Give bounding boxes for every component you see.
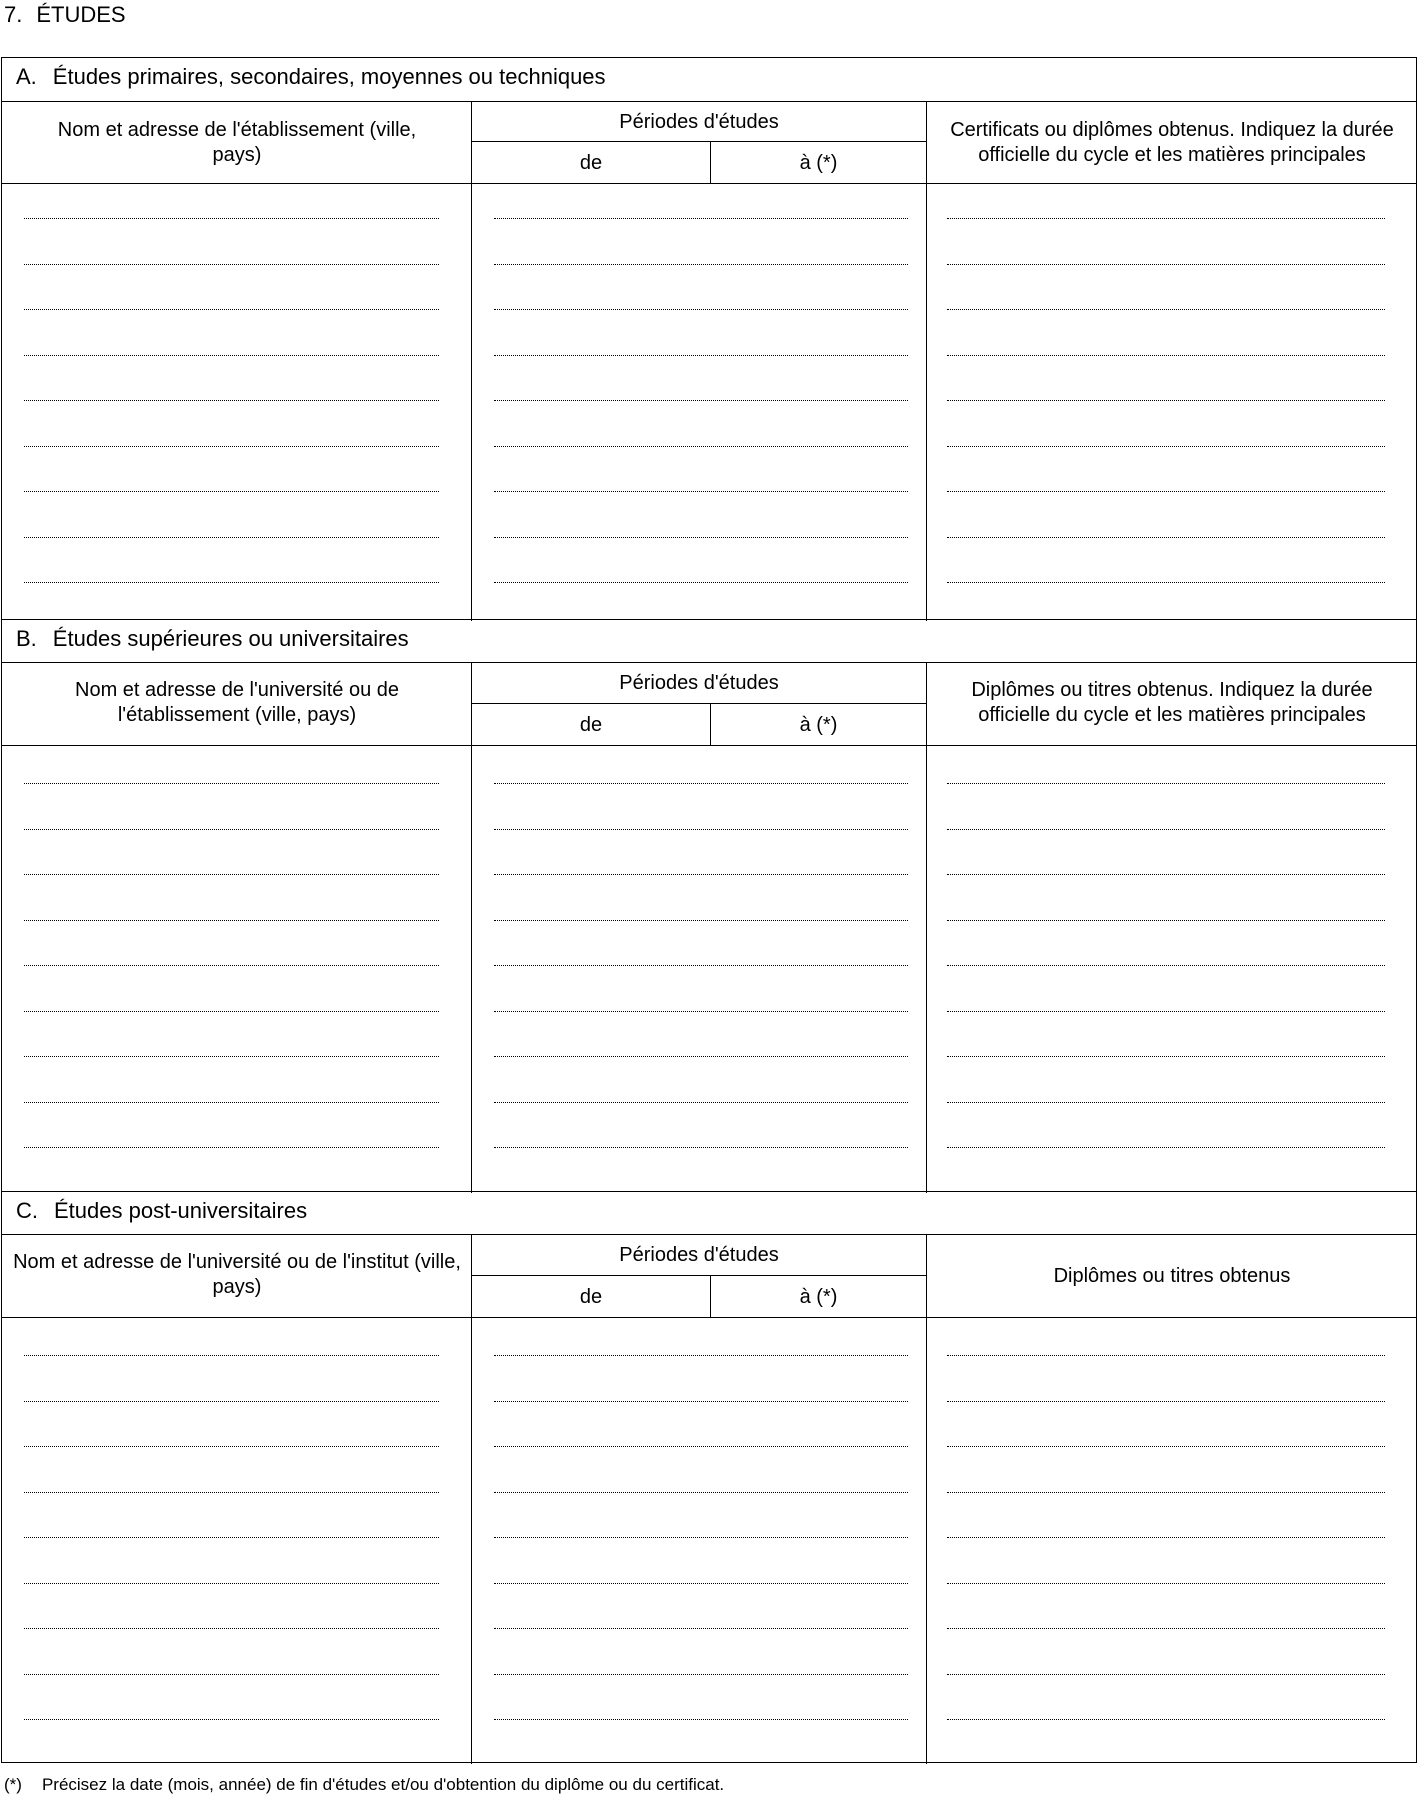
col-name-header: Nom et adresse de l'université ou de l'établissement (ville, pays) [75, 679, 399, 726]
fill-in-line[interactable] [494, 1628, 908, 1629]
fill-in-line[interactable] [947, 491, 1385, 492]
fill-in-line[interactable] [494, 1583, 908, 1584]
fill-in-line[interactable] [947, 920, 1385, 921]
fill-in-line[interactable] [494, 264, 908, 265]
fill-in-line[interactable] [494, 1102, 908, 1103]
fill-in-line[interactable] [494, 446, 908, 447]
fill-in-line[interactable] [494, 1147, 908, 1148]
fill-in-line[interactable] [24, 264, 439, 265]
section-b [1, 619, 1417, 1192]
fill-in-line[interactable] [24, 1355, 439, 1356]
fill-in-line[interactable] [494, 309, 908, 310]
fill-in-line[interactable] [947, 537, 1385, 538]
fill-in-line[interactable] [24, 491, 439, 492]
fill-in-line[interactable] [494, 582, 908, 583]
fill-in-line[interactable] [947, 446, 1385, 447]
col-periods-header: Périodes d'études [619, 672, 779, 694]
fill-in-line[interactable] [24, 965, 439, 966]
fill-in-line[interactable] [24, 355, 439, 356]
fill-in-line[interactable] [24, 1056, 439, 1057]
section-b-letter: B. [16, 626, 37, 651]
fill-in-line[interactable] [947, 783, 1385, 784]
page-heading [4, 2, 126, 28]
fill-in-line[interactable] [947, 1401, 1385, 1402]
fill-in-line[interactable] [947, 1583, 1385, 1584]
fill-in-line[interactable] [24, 537, 439, 538]
fill-in-line[interactable] [494, 1446, 908, 1447]
col-from-header: de [579, 713, 603, 736]
fill-in-line[interactable] [494, 783, 908, 784]
fill-in-line[interactable] [947, 582, 1385, 583]
fill-in-line[interactable] [24, 874, 439, 875]
fill-in-line[interactable] [24, 1446, 439, 1447]
section-a-title-text: Études primaires, secondaires, moyennes ou techniques [52, 64, 606, 89]
fill-in-line[interactable] [947, 1628, 1385, 1629]
col-to-header: à (*) [799, 713, 838, 736]
fill-in-line[interactable] [494, 400, 908, 401]
fill-in-line[interactable] [24, 582, 439, 583]
fill-in-line[interactable] [947, 1355, 1385, 1356]
section-a-letter: A. [16, 64, 37, 89]
fill-in-line[interactable] [947, 874, 1385, 875]
fill-in-line[interactable] [24, 446, 439, 447]
fill-in-line[interactable] [24, 1401, 439, 1402]
fill-in-line[interactable] [494, 1401, 908, 1402]
col-periods-header: Périodes d'études [619, 1244, 779, 1266]
col-to-header: à (*) [799, 1285, 838, 1308]
fill-in-line[interactable] [947, 1102, 1385, 1103]
fill-in-line[interactable] [494, 537, 908, 538]
fill-in-line[interactable] [947, 829, 1385, 830]
fill-in-line[interactable] [24, 1674, 439, 1675]
col-name-header: Nom et adresse de l'université ou de l'institut (ville, pays) [13, 1251, 461, 1298]
fill-in-line[interactable] [947, 355, 1385, 356]
fill-in-line[interactable] [947, 1446, 1385, 1447]
col-diploma-header: Diplômes ou titres obtenus [1053, 1265, 1291, 1287]
fill-in-line[interactable] [947, 1056, 1385, 1057]
fill-in-line[interactable] [494, 1492, 908, 1493]
fill-in-line[interactable] [494, 920, 908, 921]
fill-in-line[interactable] [24, 1537, 439, 1538]
col-from-header: de [579, 151, 603, 174]
fill-in-line[interactable] [24, 309, 439, 310]
fill-in-line[interactable] [24, 1719, 439, 1720]
fill-in-line[interactable] [947, 309, 1385, 310]
fill-in-line[interactable] [494, 965, 908, 966]
fill-in-line[interactable] [494, 355, 908, 356]
section-c-letter: C. [16, 1198, 38, 1223]
fill-in-line[interactable] [24, 1147, 439, 1148]
footnote-text: Précisez la date (mois, année) de fin d'études et/ou d'obtention du diplôme ou du certificat. [41, 1775, 725, 1794]
fill-in-line[interactable] [947, 218, 1385, 219]
fill-in-line[interactable] [24, 783, 439, 784]
fill-in-line[interactable] [494, 1719, 908, 1720]
col-from-header: de [579, 1285, 603, 1308]
fill-in-line[interactable] [494, 491, 908, 492]
col-name-header: Nom et adresse de l'établissement (ville, pays) [57, 119, 417, 166]
heading-title: ÉTUDES [36, 2, 126, 27]
section-b-title-text: Études supérieures ou universitaires [52, 626, 409, 651]
fill-in-line[interactable] [494, 1674, 908, 1675]
section-a-title [16, 64, 606, 90]
section-c-title [16, 1198, 307, 1224]
fill-in-line[interactable] [947, 264, 1385, 265]
fill-in-line[interactable] [947, 965, 1385, 966]
col-diploma-header: Diplômes ou titres obtenus. Indiquez la durée officielle du cycle et les matières principales [971, 679, 1373, 726]
fill-in-line[interactable] [24, 1011, 439, 1012]
fill-in-line[interactable] [494, 218, 908, 219]
fill-in-line[interactable] [24, 1102, 439, 1103]
fill-in-line[interactable] [947, 1537, 1385, 1538]
fill-in-line[interactable] [24, 218, 439, 219]
section-c-title-text: Études post-universitaires [54, 1198, 308, 1223]
section-c [1, 1191, 1417, 1763]
fill-in-line[interactable] [947, 1719, 1385, 1720]
col-diploma-header: Certificats ou diplômes obtenus. Indiquez la durée officielle du cycle et les matières principales [950, 119, 1394, 166]
fill-in-line[interactable] [947, 1674, 1385, 1675]
fill-in-line[interactable] [24, 920, 439, 921]
footnote-mark: (*) [4, 1775, 22, 1794]
fill-in-line[interactable] [494, 1011, 908, 1012]
fill-in-line[interactable] [24, 829, 439, 830]
fill-in-line[interactable] [24, 1583, 439, 1584]
fill-in-line[interactable] [24, 400, 439, 401]
fill-in-line[interactable] [494, 1355, 908, 1356]
section-a [1, 57, 1417, 620]
fill-in-line[interactable] [24, 1492, 439, 1493]
fill-in-line[interactable] [947, 1011, 1385, 1012]
section-b-title [16, 626, 409, 652]
fill-in-line[interactable] [24, 1628, 439, 1629]
fill-in-line[interactable] [494, 829, 908, 830]
col-to-header: à (*) [799, 151, 838, 174]
fill-in-line[interactable] [494, 874, 908, 875]
col-periods-header: Périodes d'études [619, 110, 779, 133]
fill-in-line[interactable] [947, 400, 1385, 401]
fill-in-line[interactable] [947, 1147, 1385, 1148]
fill-in-line[interactable] [494, 1056, 908, 1057]
fill-in-line[interactable] [494, 1537, 908, 1538]
footnote [4, 1775, 724, 1795]
heading-number: 7. [4, 2, 23, 27]
fill-in-line[interactable] [947, 1492, 1385, 1493]
